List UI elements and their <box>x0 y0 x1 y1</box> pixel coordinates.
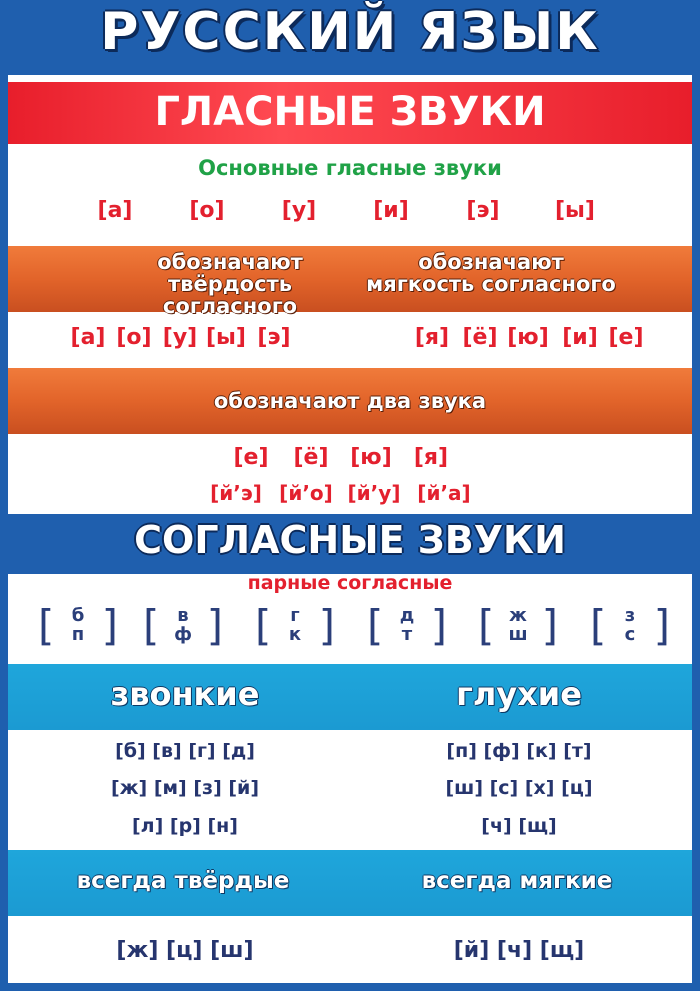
soft-vowel: [ё] <box>462 325 498 350</box>
pair-voiced: з <box>624 605 636 626</box>
consonant-pair <box>590 596 670 654</box>
bracket-left: [ <box>367 600 384 650</box>
bracket-left: [ <box>590 600 607 650</box>
vowel-sound: [а] <box>97 198 133 223</box>
pair-voiced: д <box>399 605 415 626</box>
iotated-sound: [й’у] <box>347 481 401 505</box>
pair-voiceless: с <box>624 624 636 645</box>
consonant-pair <box>143 596 223 654</box>
iotated-sound: [й’о] <box>279 481 333 505</box>
bracket-left: [ <box>143 600 160 650</box>
pair-voiced: б <box>71 605 85 626</box>
voiced-row: [б] [в] [г] [д] <box>115 740 255 762</box>
pair-voiceless: ш <box>508 624 528 645</box>
pair-stack <box>625 606 636 644</box>
iotated-sound: [й’э] <box>210 481 262 505</box>
pair-voiceless: п <box>71 624 85 645</box>
consonant-pair <box>38 596 118 654</box>
main-vowels-label: Основные гласные звуки <box>198 156 502 180</box>
consonants-heading: СОГЛАСНЫЕ ЗВУКИ <box>134 518 566 562</box>
always-soft-sounds: [й] [ч] [щ] <box>453 938 585 963</box>
bracket-right: ] <box>206 600 223 650</box>
pair-stack <box>174 606 192 644</box>
bracket-right: ] <box>430 600 447 650</box>
iotated-vowel: [ю] <box>350 445 392 470</box>
iotated-vowel: [е] <box>233 445 269 470</box>
bottom-border <box>0 983 700 991</box>
pair-voiced: в <box>177 605 189 626</box>
soft-vowel: [я] <box>414 325 450 350</box>
bracket-right: ] <box>101 600 118 650</box>
iotated-vowel: [я] <box>413 445 449 470</box>
voiced-label: звонкие <box>110 675 260 713</box>
poster-title: РУССКИЙ ЯЗЫК <box>100 2 600 62</box>
vowels-heading: ГЛАСНЫЕ ЗВУКИ <box>154 89 546 135</box>
pair-voiced: г <box>290 605 300 626</box>
consonant-pair <box>478 596 558 654</box>
bracket-left: [ <box>255 600 272 650</box>
hard-vowel: [у] <box>162 325 198 350</box>
voiceless-row: [п] [ф] [к] [т] <box>446 740 592 762</box>
paired-consonants-label: парные согласные <box>247 572 453 594</box>
bracket-right: ] <box>541 600 558 650</box>
bracket-left: [ <box>38 600 55 650</box>
vowel-sound: [о] <box>189 198 225 223</box>
consonant-pair <box>367 596 447 654</box>
iotated-sound: [й’а] <box>417 481 471 505</box>
pair-stack <box>72 606 85 644</box>
soft-vowel: [и] <box>562 325 598 350</box>
poster-body <box>8 0 692 983</box>
pair-voiced: ж <box>509 605 527 626</box>
hard-vowel: [о] <box>116 325 152 350</box>
voiceless-row: [ч] [щ] <box>481 815 557 837</box>
pair-stack <box>508 606 527 644</box>
hard-vowel: [а] <box>70 325 106 350</box>
voiceless-row: [ш] [с] [х] [ц] <box>445 777 593 799</box>
pair-stack <box>289 606 301 644</box>
pair-stack <box>400 606 415 644</box>
pair-voiceless: т <box>401 624 413 645</box>
hard-vowel: [ы] <box>205 325 246 350</box>
voiceless-label: глухие <box>456 675 582 713</box>
hard-indicator-label: обозначают твёрдость согласного <box>157 250 303 319</box>
voiced-row: [ж] [м] [з] [й] <box>110 777 260 799</box>
vowel-sound: [и] <box>373 198 409 223</box>
pair-voiceless: ф <box>174 624 192 645</box>
bracket-right: ] <box>653 600 670 650</box>
soft-indicator-label: обозначают мягкость согласного <box>366 250 616 297</box>
consonant-pair <box>255 596 335 654</box>
vowel-sound: [у] <box>281 198 317 223</box>
always-hard-label: всегда твёрдые <box>76 868 290 894</box>
soft-vowel: [ю] <box>507 325 549 350</box>
bracket-right: ] <box>318 600 335 650</box>
soft-vowel: [е] <box>608 325 644 350</box>
bracket-left: [ <box>478 600 495 650</box>
vowel-sound: [ы] <box>554 198 595 223</box>
hard-vowel: [э] <box>257 325 291 350</box>
two-sounds-label: обозначают два звука <box>213 389 487 413</box>
always-hard-sounds: [ж] [ц] [ш] <box>116 938 254 963</box>
always-soft-label: всегда мягкие <box>421 868 613 894</box>
pair-voiceless: к <box>288 624 302 645</box>
vowel-sound: [э] <box>466 198 500 223</box>
voiced-row: [л] [р] [н] <box>132 815 238 837</box>
iotated-vowel: [ё] <box>293 445 329 470</box>
